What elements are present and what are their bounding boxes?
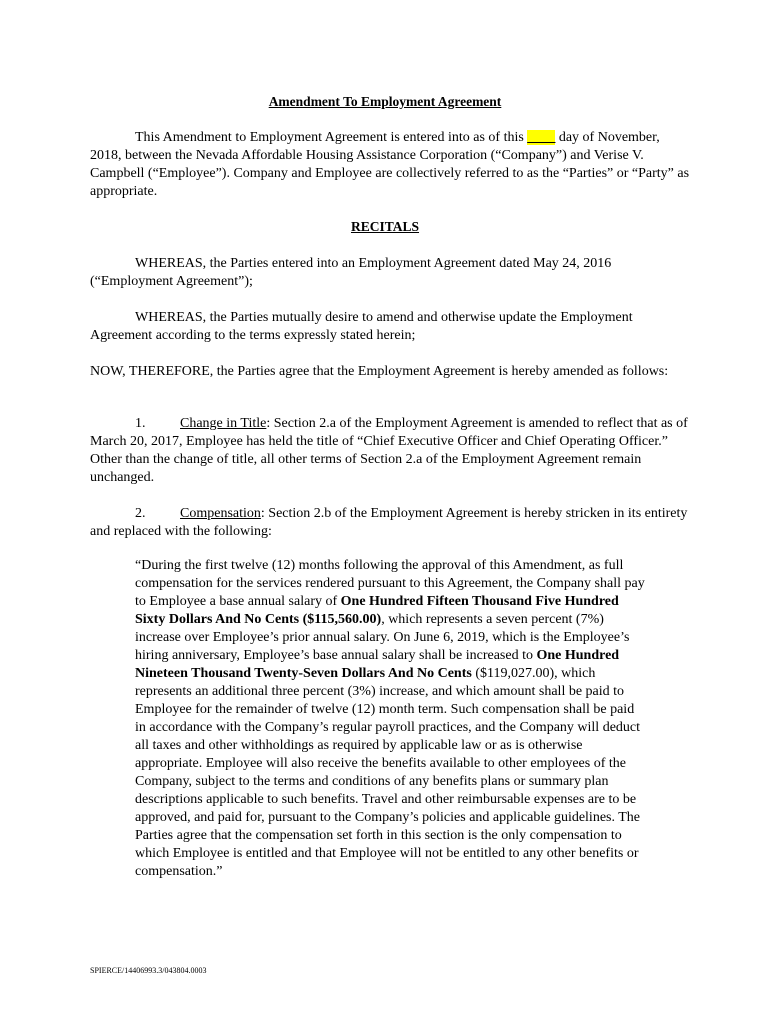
section-2-paragraph <box>90 505 690 541</box>
document-title: Amendment To Employment Agreement <box>268 94 502 109</box>
section-1-heading: Change in Title <box>180 416 267 431</box>
section-1-paragraph <box>90 415 690 487</box>
intro-paragraph <box>90 129 690 201</box>
now-therefore-paragraph: NOW, THEREFORE, the Parties agree that the Employment Agreement is hereby amended as follows: <box>90 364 669 379</box>
quote-bold-salary-1: One Hundred Fifteen Thousand Five Hundred Sixty Dollars And No Cents ($115,560.00) <box>135 594 619 627</box>
document-footer-id: SPIERCE/14406993.3/043804.0003 <box>90 966 207 975</box>
section-2-heading: Compensation <box>180 506 261 521</box>
quote-bold-salary-2: One Hundred Nineteen Thousand Twenty-Seven Dollars And No Cents <box>135 648 620 681</box>
whereas-paragraph-2: WHEREAS, the Parties mutually desire to amend and otherwise update the Employment Agreement according to the terms expressly stated herein; <box>90 310 633 343</box>
quote-text-2: , which represents a seven percent (7%) increase over Employee’s prior annual salary. On June 6, 2019, which is the Employee’s hiring anniversary, Employee’s base annual salary shall be increased to <box>135 612 630 663</box>
section-2-body: : Section 2.b of the Employment Agreement is hereby stricken in its entirety and replaced with the following: <box>90 506 688 539</box>
intro-text-end: day of November, 2018, between the Nevada Affordable Housing Assistance Corporation (“Company”) and Verise V. Campbell (“Employee”). Company and Employee are collectively referred to as the “Parties” or “Party” as appropriate. <box>90 130 690 199</box>
compensation-quote-block <box>135 557 645 881</box>
recitals-heading: RECITALS <box>350 219 420 234</box>
date-blank-highlight: ____ <box>527 130 556 145</box>
section-2-number: 2. <box>135 506 146 521</box>
whereas-paragraph-1: WHEREAS, the Parties entered into an Employment Agreement dated May 24, 2016 (“Employment Agreement”); <box>90 256 612 289</box>
quote-text-3: ($119,027.00), which represents an additional three percent (3%) increase, and which amount shall be paid to Employee for the remainder of twelve (12) month term. Such compensation shall be paid in accordance with the Company’s regular payroll practices, and the Company will deduct all taxes and other withholdings as required by applicable law or as is otherwise appropriate. Employee will also receive the benefits available to other employees of the Company, subject to the terms and conditions of any benefits plans or summary plan descriptions applicable to such benefits. Travel and other reimbursable expenses are to be approved, and paid for, pursuant to the Company’s policies and applicable guidelines. The Parties agree that the compensation set forth in this section is the only compensation to which Employee is entitled and that Employee will not be entitled to any other benefits or compensation.” <box>135 666 641 879</box>
section-1-body: : Section 2.a of the Employment Agreement is amended to reflect that as of March 20, 2017, Employee has held the title of “Chief Executive Officer and Chief Operating Officer.” Other than the change of title, all other terms of Section 2.a of the Employment Agreement remain unchanged. <box>90 416 688 485</box>
quote-text-1: “During the first twelve (12) months following the approval of this Amendment, as full compensation for the services rendered pursuant to this Agreement, the Company shall pay to Employee a base annual salary of <box>135 558 645 609</box>
intro-text-start: This Amendment to Employment Agreement is entered into as of this <box>135 130 528 145</box>
section-1-number: 1. <box>135 416 146 431</box>
